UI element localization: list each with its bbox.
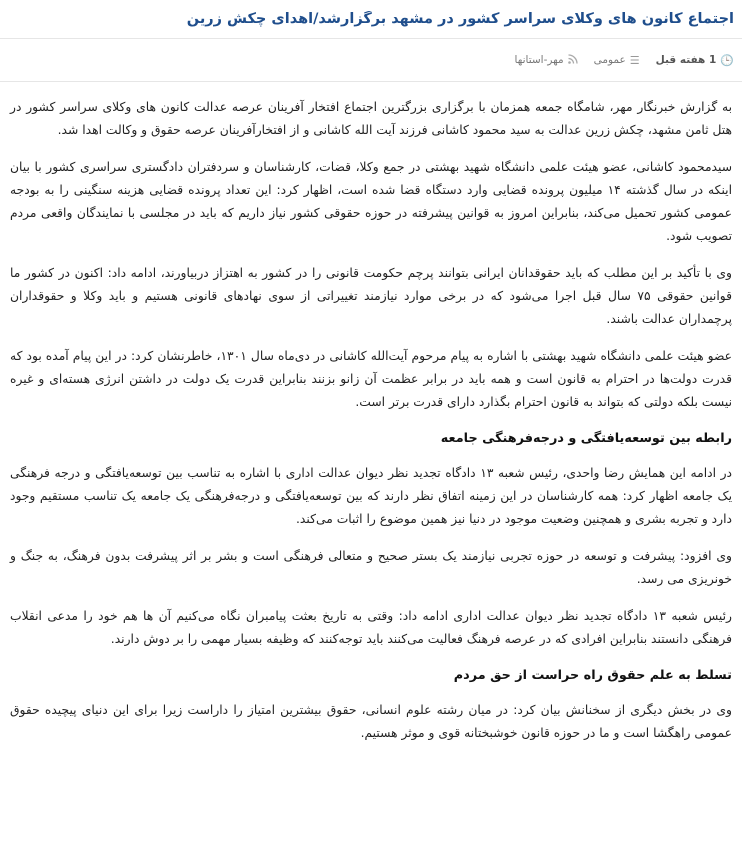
- rss-icon: [568, 54, 578, 66]
- meta-time: [656, 54, 734, 66]
- paragraph-7: رئیس شعبه ۱۳ دادگاه تجدید نظر دیوان عدالت اداری ادامه داد: وقتی به تاریخ بعثت پیامبران نگاه می‌کنیم آن ها هم خود را مدعی انقلاب فرهنگی دانستند بنابراین افرادی که در عرصه فرهنگ فعالیت می‌کنند باید توجه‌کنند که وظیفه بسیار مهمی را بر دوش دارند.: [10, 609, 732, 646]
- paragraph-1: به گزارش خبرنگار مهر، شامگاه جمعه همزمان با برگزاری بزرگترین اجتماع افتخار آفرینان عرصه عدالت کانون های وکلای سراسر کشور در هتل ثامن مشهد، چکش زرین عدالت به سید محمود کاشانی فرزند آیت الله کاشانی و از افتخارآفرینان عرصه حقوق و وکالت اهدا شد.: [10, 100, 732, 137]
- article-title[interactable]: اجتماع کانون های وکلای سراسر کشور در مشهد برگزارشد/اهدای چکش زرین: [186, 11, 734, 27]
- subheading-development-culture: رابطه بین توسعه‌یافتگی و درجه‌فرهنگی جامعه: [440, 431, 732, 446]
- paragraph-4: عضو هیئت علمی دانشگاه شهید بهشتی با اشاره به پیام مرحوم آیت‌الله کاشانی در دی‌ماه سال ۱۳۰۱، خاطرنشان کرد: در این پیام آمده بود که قدرت دولت‌ها در احترام به قانون است و همه باید در برابر عظمت آن زانو بزنند بنابراین قدرت یک دولت در داشتن انرژی هسته‌ای و غیره نیست بلکه دولتی که بتواند به قانون احترام بگذارد دارای قدرت برتر است.: [10, 349, 732, 409]
- article-meta: [0, 39, 742, 82]
- paragraph-5: در ادامه این همایش رضا واحدی، رئیس شعبه ۱۳ دادگاه تجدید نظر دیوان عدالت اداری با اشاره به تناسب بین توسعه‌یافتگی و درجه فرهنگی یک جامعه اظهار کرد: همه کارشناسان در این زمینه اتفاق نظر دارند که بین توسعه‌یافتگی و درجه‌فرهنگی یک جامعه یک تناسب مستقیم وجود دارد و تجربه بشری و همچنین وضعیت موجود در دنیا نیز همین موضوع را اثبات می‌کند.: [10, 466, 733, 526]
- article-body: [0, 82, 742, 745]
- paragraph-6: وی افزود: پیشرفت و توسعه در حوزه تجربی نیازمند یک بستر صحیح و متعالی فرهنگی است و بشر بر اثر پیشرفت بدون فرهنگ، به جنگ و خونریزی می رسد.: [10, 549, 732, 586]
- meta-source-text: مهر-استانها: [514, 54, 564, 66]
- clock-icon: 🕒: [720, 53, 734, 67]
- paragraph-8: وی در بخش دیگری از سخنانش بیان کرد: در میان رشته علوم انسانی، حقوق بیشترین امتیاز را داراست زیرا برای این دنیای پیچیده حقوق عمومی راهگشا است و ما در حوزه قانون خوشبختانه قوی و موثر هستیم.: [10, 703, 732, 740]
- paragraph-3: وی با تأکید بر این مطلب که باید حقوقدانان ایرانی بتوانند پرچم حکومت قانونی را در کشور به اهتزاز دربیاورند، ادامه داد: اکنون در کشور ما قوانین حقوقی ۷۵ سال قبل اجرا می‌شود که در برخی موارد نیازمند تغییراتی از سوی نهادهای قانونی هستیم و باید وکلا و حقوقداران پرچمداران عدالت باشند.: [10, 266, 732, 326]
- meta-source[interactable]: [515, 54, 578, 66]
- subheading-law-mastery: تسلط به علم حقوق راه حراست از حق مردم: [453, 668, 732, 683]
- meta-time-text: 1 هفته قبل: [655, 54, 717, 66]
- meta-category[interactable]: [594, 54, 640, 66]
- meta-category-text: عمومی: [593, 54, 626, 66]
- menu-icon: ☰: [629, 53, 640, 67]
- article-header: [0, 0, 742, 39]
- paragraph-2: سیدمحمود کاشانی، عضو هیئت علمی دانشگاه شهید بهشتی در جمع وکلا، قضات، کارشناسان و سردفتران دادگستری سراسری کشور با بیان اینکه در سال گذشته ۱۴ میلیون پرونده قضایی وارد دستگاه قضا شده است، اظهار کرد: این تعداد پرونده قضایی هزینه سنگینی را به بودجه عمومی کشور تحمیل می‌کند، بنابراین امروز به قوانین پیشرفته در حوزه حقوقی کشور نیاز داریم که باید در مجلسی با نمایندگان واقعی مردم تصویب شود.: [10, 160, 732, 243]
